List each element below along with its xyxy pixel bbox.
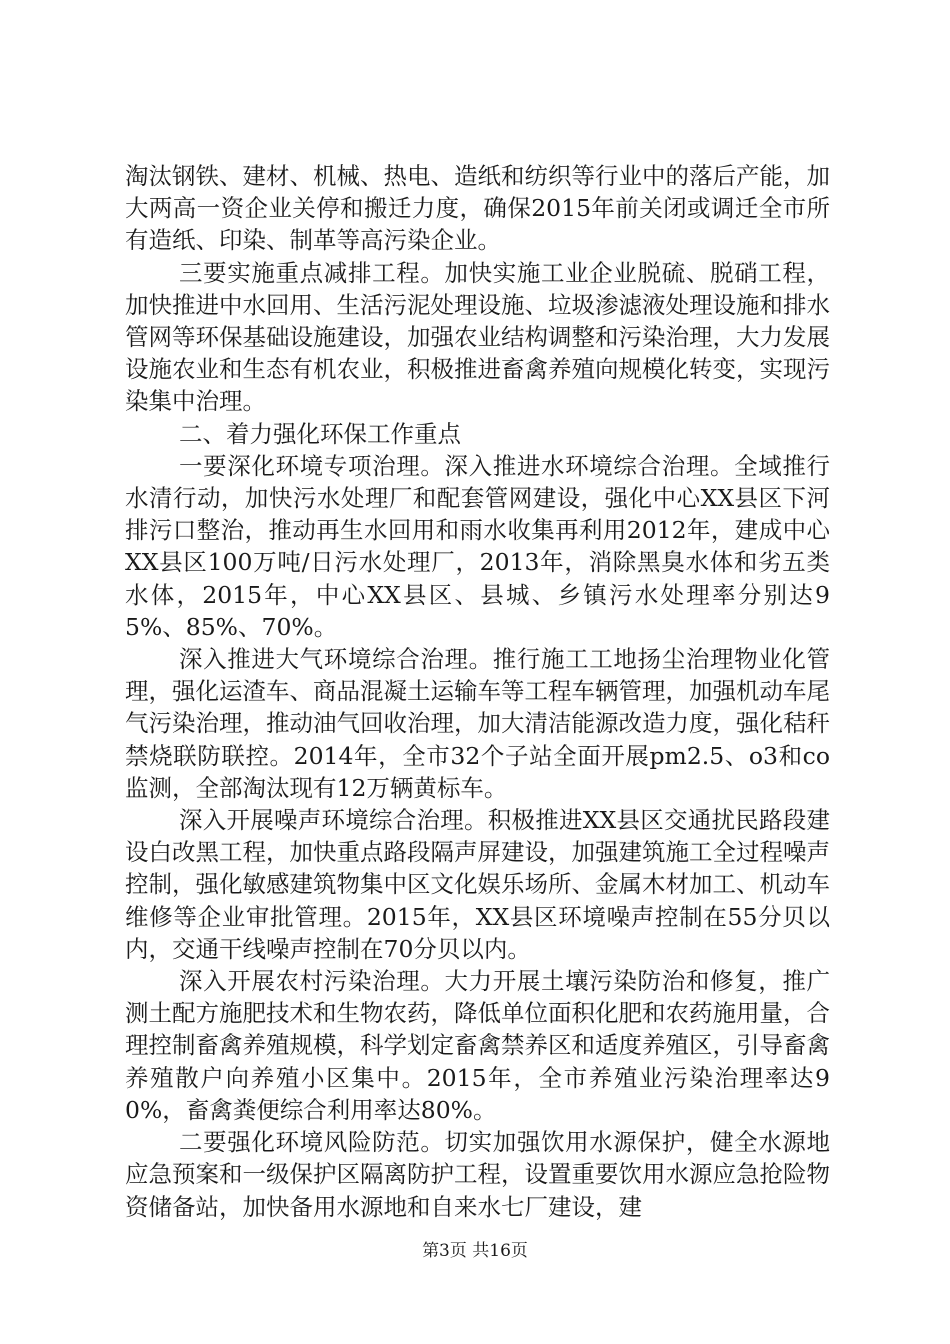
paragraph: 深入开展农村污染治理。大力开展土壤污染防治和修复，推广测土配方施肥技术和生物农药，降低单位面积化肥和农药施用量，合理控制畜禽养殖规模，科学划定畜禽禁养区和适度养殖区，引导畜禽养殖散户向养殖小区集中。2015年，全市养殖业污染治理率达90%，畜禽粪便综合利用率达80%。: [125, 967, 830, 1124]
page-number-footer: 第3页 共16页: [422, 1241, 528, 1261]
paragraph: 三要实施重点减排工程。加快实施工业企业脱硫、脱硝工程，加快推进中水回用、生活污泥处理设施、垃圾渗滤液处理设施和排水管网等环保基础设施建设，加强农业结构调整和污染治理，大力发展设施农业和生态有机农业，积极推进畜禽养殖向规模化转变，实现污染集中治理。: [125, 258, 830, 416]
document-body: [125, 160, 830, 1223]
paragraph: 深入开展噪声环境综合治理。积极推进XX县区交通扰民路段建设白改黑工程，加快重点路段隔声屏建设，加强建筑施工全过程噪声控制，强化敏感建筑物集中区文化娱乐场所、金属木材加工、机动车维修等企业审批管理。2015年，XX县区环境噪声控制在55分贝以内，交通干线噪声控制在70分贝以内。: [125, 806, 830, 963]
paragraph: 二要强化环境风险防范。切实加强饮用水源保护，健全水源地应急预案和一级保护区隔离防护工程，设置重要饮用水源应急抢险物资储备站，加快备用水源地和自来水七厂建设，建: [125, 1128, 830, 1221]
paragraph: 淘汰钢铁、建材、机械、热电、造纸和纺织等行业中的落后产能，加大两高一资企业关停和搬迁力度，确保2015年前关闭或调迁全市所有造纸、印染、制革等高污染企业。: [125, 162, 830, 255]
paragraph: 深入推进大气环境综合治理。推行施工工地扬尘治理物业化管理，强化运渣车、商品混凝土运输车等工程车辆管理，加强机动车尾气污染治理，推动油气回收治理，加大清洁能源改造力度，强化秸秆禁烧联防联控。2014年，全市32个子站全面开展pm2.5、o3和co监测，全部淘汰现有12万辆黄标车。: [125, 645, 830, 802]
paragraph: 一要深化环境专项治理。深入推进水环境综合治理。全域推行水清行动，加快污水处理厂和配套管网建设，强化中心XX县区下河排污口整治，推动再生水回用和雨水收集再利用2012年，建成中心XX县区100万吨/日污水处理厂，2013年，消除黑臭水体和劣五类水体，2015年，中心XX县区、县城、乡镇污水处理率分别达95%、85%、70%。: [125, 451, 830, 641]
section-heading: 二、着力强化环保工作重点: [179, 419, 461, 448]
